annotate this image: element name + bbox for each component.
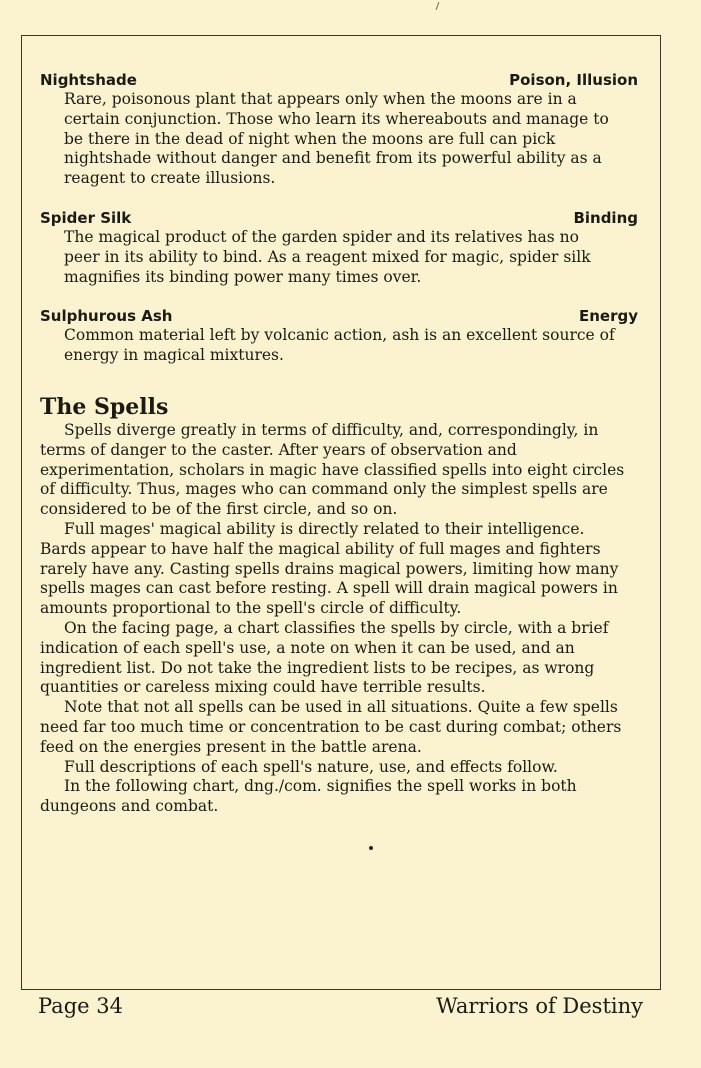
body-paragraph: On the facing page, a chart classifies the spells by circle, with a brief indication of each spell's use, a note on when it can be used, and an ingredient list. Do not take the ingredient lists to be recipes, as wrong quantities or careless mixing could have terrible results. bbox=[40, 618, 609, 697]
reagent-type: Poison, Illusion bbox=[509, 71, 638, 89]
page-content bbox=[40, 70, 638, 817]
reagent-type: Binding bbox=[573, 208, 638, 227]
reagent-name: Sulphurous Ash bbox=[40, 307, 173, 326]
body-paragraph: Spells diverge greatly in terms of difficulty, and, correspondingly, in terms of danger to the caster. After years of observation and experimentation, scholars in magic have classified spells into eight circles of difficulty. Thus, mages who can command only the simplest spells are considered to be of the first circle, and so on. bbox=[40, 420, 625, 519]
body-paragraph: Full mages' magical ability is directly related to their intelligence. Bards appear to have half the magical ability of full mages and fighters rarely have any. Casting spells drains magical powers, limiting how many spells mages can cast before resting. A spell will drain magical powers in amounts proportional to the spell's circle of difficulty. bbox=[40, 519, 619, 618]
reagent-entry-nightshade bbox=[40, 70, 638, 189]
section-title: The Spells bbox=[40, 393, 169, 420]
reagent-description: Rare, poisonous plant that appears only when the moons are in a certain conjunction. Those who learn its whereabouts and manage to be there in the dead of night when the moons are full can pick nightshade without danger and benefit from its powerful ability as a reagent to create illusions. bbox=[64, 90, 609, 188]
body-paragraph: Full descriptions of each spell's nature, use, and effects follow. bbox=[64, 757, 558, 776]
book-title: Warriors of Destiny bbox=[436, 994, 643, 1018]
reagent-description: Common material left by volcanic action, ash is an excellent source of energy in magical mixtures. bbox=[64, 326, 615, 365]
reagent-name: Spider Silk bbox=[40, 208, 132, 227]
reagent-type: Energy bbox=[578, 307, 638, 326]
body-paragraph: Note that not all spells can be used in all situations. Quite a few spells need far too much time or concentration to be cast during combat; others feed on the energies present in the battle arena. bbox=[40, 698, 622, 756]
reagent-entry-spider-silk bbox=[40, 208, 638, 287]
reagent-description: The magical product of the garden spider and its relatives has no peer in its ability to bind. As a reagent mixed for magic, spider silk magnifies its binding power many times over. bbox=[64, 227, 591, 286]
stray-mark bbox=[436, 2, 440, 10]
body-paragraph: In the following chart, dng./com. signifies the spell works in both dungeons and combat. bbox=[40, 777, 577, 816]
reagent-name: Nightshade bbox=[40, 71, 137, 89]
reagent-entry-sulphurous-ash bbox=[40, 306, 638, 366]
stray-dot bbox=[369, 846, 373, 850]
page-number: Page 34 bbox=[38, 994, 123, 1018]
